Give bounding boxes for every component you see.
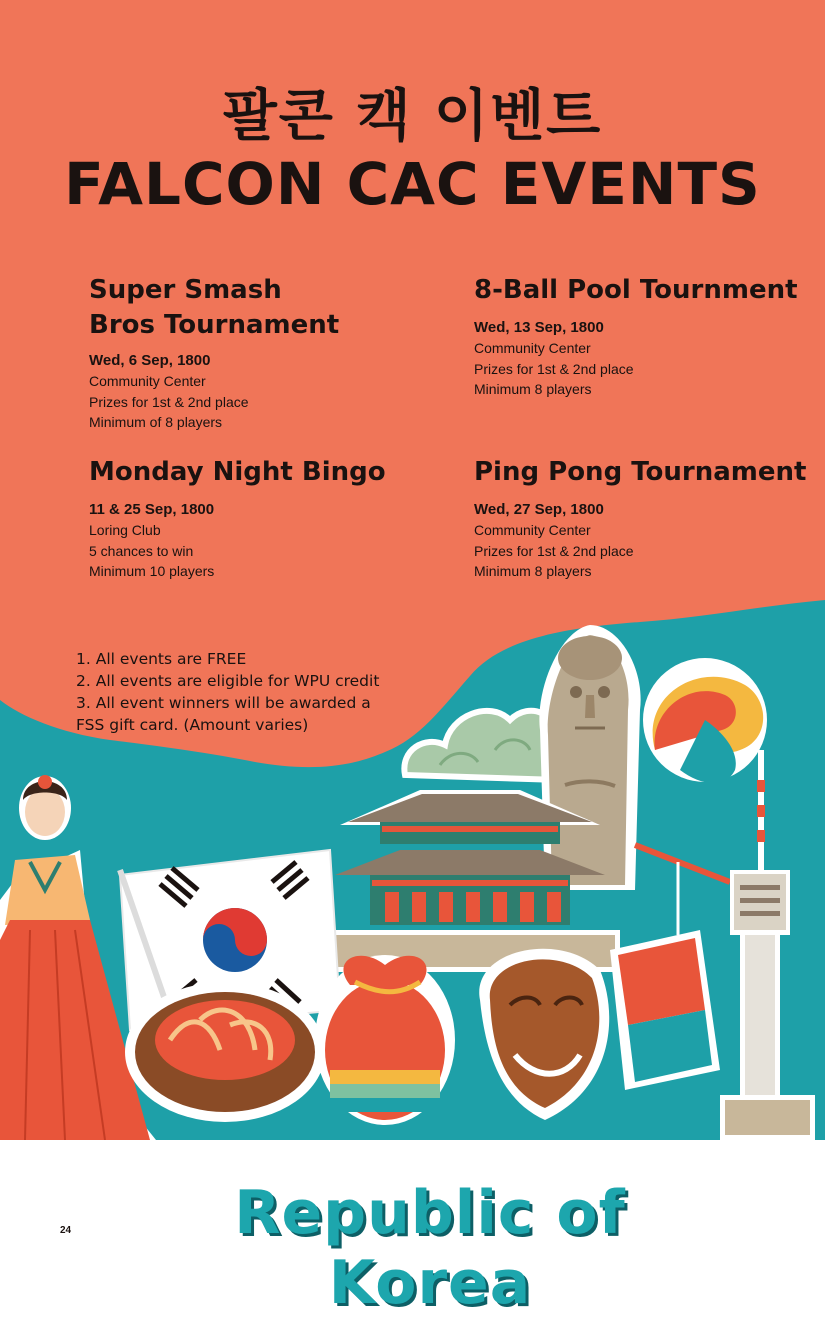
lucky-pouch-icon — [315, 955, 455, 1125]
event-name: 8-Ball Pool Tournment — [474, 275, 798, 305]
event-name: Monday Night Bingo — [89, 457, 386, 487]
page-title-english: FALCON CAC EVENTS — [64, 150, 761, 218]
event-prizes: 5 chances to win — [89, 542, 194, 559]
event-ping-pong — [474, 455, 806, 582]
event-minimum: Minimum 8 players — [474, 563, 592, 579]
note-line: FSS gift card. (Amount varies) — [76, 716, 309, 734]
event-minimum: Minimum of 8 players — [89, 414, 223, 430]
taegeuk-fan-icon — [643, 658, 767, 783]
footer-title: Republic of Korea — [234, 1178, 626, 1318]
korea-illustration — [0, 600, 825, 1160]
event-monday-bingo — [89, 455, 386, 582]
event-prizes: Prizes for 1st & 2nd place — [474, 360, 634, 377]
event-name: Ping Pong Tournament — [474, 457, 807, 487]
note-line: 2. All events are eligible for WPU credit — [76, 672, 380, 690]
note-line: 1. All events are FREE — [76, 650, 247, 668]
event-date: Wed, 13 Sep, 1800 — [474, 319, 604, 336]
event-location: Community Center — [474, 522, 591, 538]
event-date: Wed, 6 Sep, 1800 — [89, 352, 211, 369]
dol-hareubang-statue-icon — [539, 625, 640, 890]
event-location: Community Center — [474, 340, 591, 356]
event-date: 11 & 25 Sep, 1800 — [89, 501, 215, 518]
event-date: Wed, 27 Sep, 1800 — [474, 501, 604, 518]
note-line: 3. All event winners will be awarded a — [76, 694, 371, 712]
event-minimum: Minimum 10 players — [89, 563, 215, 579]
event-super-smash — [89, 273, 339, 433]
kimchi-bowl-icon — [125, 982, 325, 1122]
event-name: Super Smash Bros Tournament — [89, 275, 340, 340]
page-title-korean: 팔콘 캑 이벤트 — [222, 84, 603, 149]
event-8-ball-pool — [474, 273, 798, 400]
event-location: Community Center — [89, 373, 206, 389]
seoul-tower-icon — [720, 750, 815, 1140]
page-number: 24 — [60, 1225, 72, 1236]
event-location: Loring Club — [89, 522, 161, 538]
event-prizes: Prizes for 1st & 2nd place — [474, 542, 634, 559]
event-minimum: Minimum 8 players — [474, 381, 592, 397]
event-prizes: Prizes for 1st & 2nd place — [89, 393, 249, 410]
hahoe-mask-icon — [479, 949, 609, 1120]
